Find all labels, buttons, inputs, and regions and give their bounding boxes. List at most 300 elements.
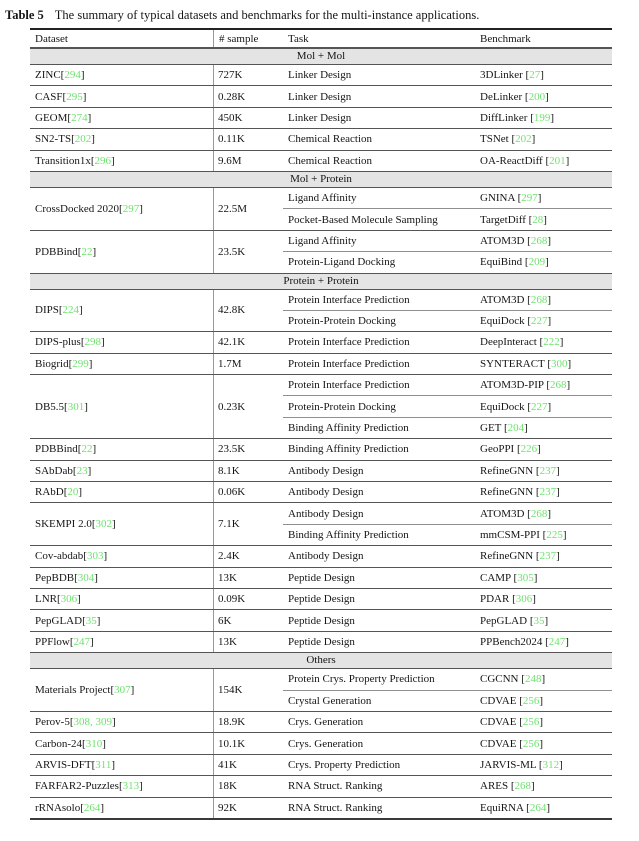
benchmark-cell xyxy=(475,358,612,370)
benchmark-name: GET xyxy=(480,422,504,435)
task-benchmark-group xyxy=(283,86,612,106)
bracket-open: [ xyxy=(524,90,529,103)
dataset-name: SAbDab xyxy=(35,464,73,477)
citation-link[interactable]: 303 xyxy=(86,550,104,563)
benchmark-cell xyxy=(475,443,612,455)
bracket-close: ] xyxy=(531,133,536,146)
sample-count-cell: 41K xyxy=(213,755,283,775)
bracket-close: ] xyxy=(566,379,571,392)
bracket-close: ] xyxy=(77,593,81,606)
task-cell: Protein-Ligand Docking xyxy=(288,256,396,269)
sample-count-cell: 9.6M xyxy=(213,151,283,171)
citation-link[interactable]: 248 xyxy=(524,673,542,686)
task-benchmark-row xyxy=(283,669,612,689)
task-cell: Crys. Property Prediction xyxy=(288,758,401,771)
task-cell: Antibody Design xyxy=(288,507,364,520)
table-row xyxy=(30,331,612,352)
benchmark-name: OA-ReactDiff xyxy=(480,154,546,167)
bracket-open: [ xyxy=(71,133,75,146)
dataset-cell xyxy=(30,231,213,273)
citation-link[interactable]: 256 xyxy=(522,737,540,750)
task-cell: Peptide Design xyxy=(288,571,355,584)
bracket-close: ] xyxy=(545,256,549,269)
bracket-close: ] xyxy=(533,571,538,584)
citation-link[interactable]: 224 xyxy=(62,304,80,317)
task-cell: Crystal Generation xyxy=(288,694,372,707)
bracket-close: ] xyxy=(82,90,87,103)
citation-link[interactable]: 310 xyxy=(85,737,103,750)
table-row xyxy=(30,128,612,149)
dataset-name: ZINC xyxy=(35,69,61,82)
citation-link[interactable]: 297 xyxy=(521,192,538,205)
bracket-close: ] xyxy=(540,69,544,82)
citation-link[interactable]: 256 xyxy=(522,694,540,707)
bracket-close: ] xyxy=(539,694,544,707)
dataset-cell xyxy=(30,568,213,588)
task-benchmark-group xyxy=(283,482,612,502)
bracket-open: [ xyxy=(535,550,540,563)
bracket-open: [ xyxy=(82,737,86,750)
citation-link[interactable]: 295 xyxy=(66,90,83,103)
task-cell: Linker Design xyxy=(288,69,352,82)
bracket-close: ] xyxy=(547,400,552,413)
sample-count-cell: 8.1K xyxy=(213,461,283,481)
citation-link[interactable]: 237 xyxy=(539,486,557,499)
task-benchmark-group xyxy=(283,354,612,374)
datasets-benchmarks-table xyxy=(30,28,612,820)
citation-link[interactable]: 301 xyxy=(67,400,85,413)
citation-link[interactable]: 202 xyxy=(515,133,532,146)
dataset-cell xyxy=(30,461,213,481)
task-cell: Protein Interface Prediction xyxy=(288,379,410,392)
task-benchmark-row xyxy=(283,375,612,395)
task-benchmark-group xyxy=(283,129,612,149)
sample-count-cell: 23.5K xyxy=(213,231,283,273)
bracket-close: ] xyxy=(88,357,93,370)
dataset-name: RAbD xyxy=(35,486,64,499)
task-benchmark-group xyxy=(283,290,612,332)
citation-link[interactable]: 247 xyxy=(73,635,91,648)
dataset-name: Cov-abdab xyxy=(35,550,84,563)
table-caption-label: Table 5 xyxy=(5,8,44,22)
task-benchmark-group xyxy=(283,375,612,438)
task-benchmark-row xyxy=(283,151,612,171)
task-cell: Peptide Design xyxy=(288,635,355,648)
task-benchmark-row xyxy=(283,546,612,566)
citation-link[interactable]: 306 xyxy=(515,593,533,606)
task-benchmark-row xyxy=(283,776,612,796)
benchmark-name: RefineGNN xyxy=(480,464,536,477)
dataset-name: Carbon-24 xyxy=(35,737,83,750)
table-row xyxy=(30,85,612,106)
table-body xyxy=(30,48,612,818)
citation-link[interactable]: 302 xyxy=(95,518,113,531)
bracket-open: [ xyxy=(69,716,74,729)
benchmark-cell xyxy=(475,486,612,498)
bracket-open: [ xyxy=(503,422,508,435)
table-row xyxy=(30,545,612,566)
bracket-close: ] xyxy=(559,758,563,771)
bracket-open: [ xyxy=(510,780,515,793)
section-header: Others xyxy=(30,652,612,668)
bracket-close: ] xyxy=(78,486,83,499)
task-benchmark-group xyxy=(283,461,612,481)
bracket-open: [ xyxy=(547,357,552,370)
benchmark-cell xyxy=(475,465,612,477)
bracket-open: [ xyxy=(546,379,550,392)
table-row xyxy=(30,754,612,775)
citation-link[interactable]: 306 xyxy=(60,593,78,606)
table-row xyxy=(30,775,612,796)
task-benchmark-row xyxy=(283,524,612,545)
task-benchmark-row xyxy=(283,482,612,502)
bracket-close: ] xyxy=(101,336,105,349)
bracket-close: ] xyxy=(92,245,97,258)
sample-count-cell: 2.4K xyxy=(213,546,283,566)
benchmark-cell xyxy=(475,192,612,204)
benchmark-cell xyxy=(475,593,612,605)
dataset-cell xyxy=(30,188,213,230)
bracket-close: ] xyxy=(139,780,143,793)
bracket-open: [ xyxy=(57,593,61,606)
citation-link[interactable]: 268 xyxy=(530,293,548,306)
task-benchmark-group xyxy=(283,332,612,352)
bracket-close: ] xyxy=(79,304,83,317)
bracket-open: [ xyxy=(527,293,531,306)
benchmark-cell xyxy=(475,550,612,562)
benchmark-name: TSNet xyxy=(480,133,512,146)
dataset-name: FARFAR2-Puzzles xyxy=(35,780,119,793)
task-cell: Crys. Generation xyxy=(288,737,364,750)
citation-link[interactable]: 313 xyxy=(122,780,140,793)
citation-link[interactable]: 227 xyxy=(531,315,548,328)
citation-link[interactable]: 209 xyxy=(528,256,546,269)
citation-link[interactable]: 268 xyxy=(530,507,548,520)
bracket-close: ] xyxy=(556,550,560,563)
dataset-cell xyxy=(30,129,213,149)
task-cell: Antibody Design xyxy=(288,550,364,563)
table-row xyxy=(30,374,612,438)
citation-link[interactable]: 23 xyxy=(76,464,88,477)
task-benchmark-row xyxy=(283,290,612,310)
citation-link[interactable]: 35 xyxy=(85,614,97,627)
citation-link[interactable]: 200 xyxy=(528,90,546,103)
citation-link[interactable]: 28 xyxy=(532,213,544,226)
bracket-close: ] xyxy=(87,464,92,477)
bracket-close: ] xyxy=(567,357,572,370)
citation-link[interactable]: 222 xyxy=(543,336,560,349)
bracket-close: ] xyxy=(103,550,108,563)
section-header: Mol + Mol xyxy=(30,48,612,64)
benchmark-cell xyxy=(475,91,612,103)
bracket-open: [ xyxy=(545,154,550,167)
citation-link[interactable]: 237 xyxy=(539,550,557,563)
citation-link[interactable]: 304 xyxy=(77,571,95,584)
table-caption-text: The summary of typical datasets and benchmarks for the multi-instance applications. xyxy=(54,8,480,22)
citation-link[interactable]: 307 xyxy=(114,684,131,697)
dataset-cell xyxy=(30,65,213,85)
bracket-close: ] xyxy=(90,635,94,648)
bracket-close: ] xyxy=(545,90,549,103)
bracket-open: [ xyxy=(527,507,531,520)
bracket-open: [ xyxy=(542,529,547,541)
benchmark-name: PDAR xyxy=(480,593,513,606)
table-row xyxy=(30,230,612,273)
bracket-open: [ xyxy=(60,69,65,82)
task-benchmark-row xyxy=(283,310,612,331)
bracket-open: [ xyxy=(110,684,115,697)
table-row xyxy=(30,631,612,652)
citation-link[interactable]: 27 xyxy=(529,69,541,82)
citation-link[interactable]: 264 xyxy=(529,801,547,814)
bracket-open: [ xyxy=(521,673,525,686)
dataset-cell xyxy=(30,669,213,711)
benchmark-name: GeoPPI xyxy=(480,443,517,456)
benchmark-name: RefineGNN xyxy=(480,550,536,563)
citation-link[interactable]: 35 xyxy=(533,614,545,627)
bracket-close: ] xyxy=(544,614,549,627)
task-cell: Binding Affinity Prediction xyxy=(288,529,409,541)
task-cell: Antibody Design xyxy=(288,464,364,477)
benchmark-cell xyxy=(475,133,612,145)
task-benchmark-row xyxy=(283,733,612,753)
benchmark-cell xyxy=(475,508,612,520)
dataset-name: PDBBind xyxy=(35,245,78,258)
benchmark-name: CGCNN xyxy=(480,673,522,686)
bracket-open: [ xyxy=(519,737,523,750)
task-cell: Crys. Generation xyxy=(288,716,364,729)
sample-count-cell: 13K xyxy=(213,632,283,652)
citation-link[interactable]: 204 xyxy=(507,422,525,435)
task-cell: Binding Affinity Prediction xyxy=(288,443,409,456)
dataset-cell xyxy=(30,546,213,566)
bracket-close: ] xyxy=(524,422,528,435)
citation-link[interactable]: 20 xyxy=(67,486,79,499)
task-benchmark-row xyxy=(283,188,612,208)
bracket-close: ] xyxy=(92,443,97,456)
task-benchmark-row xyxy=(283,354,612,374)
table-row xyxy=(30,460,612,481)
dataset-name: PepGLAD xyxy=(35,614,83,627)
bracket-close: ] xyxy=(559,336,564,349)
bracket-open: [ xyxy=(82,614,86,627)
benchmark-name: DeLinker xyxy=(480,90,525,103)
task-benchmark-group xyxy=(283,65,612,85)
task-cell: Peptide Design xyxy=(288,614,355,627)
benchmark-cell xyxy=(475,636,612,648)
dataset-name: PDBBind xyxy=(35,443,78,456)
benchmark-cell xyxy=(475,315,612,327)
bracket-open: [ xyxy=(80,801,84,814)
bracket-open: [ xyxy=(535,486,540,499)
bracket-open: [ xyxy=(511,133,516,146)
task-benchmark-row xyxy=(283,417,612,438)
bracket-open: [ xyxy=(67,111,72,124)
task-benchmark-group xyxy=(283,712,612,732)
benchmark-name: TargetDiff xyxy=(480,213,529,226)
citation-link[interactable]: 226 xyxy=(520,443,538,456)
table-caption xyxy=(0,0,639,28)
bracket-open: [ xyxy=(80,336,85,349)
benchmark-cell xyxy=(475,422,612,434)
benchmark-name: CDVAE xyxy=(480,694,520,707)
benchmark-name: ATOM3D-PIP xyxy=(480,379,547,392)
bracket-close: ] xyxy=(539,737,544,750)
table-row xyxy=(30,588,612,609)
bracket-open: [ xyxy=(524,256,529,269)
citation-link[interactable]: 274 xyxy=(71,111,88,124)
citation-link[interactable]: 247 xyxy=(548,635,566,648)
citation-link[interactable]: 311 xyxy=(95,758,112,771)
bracket-open: [ xyxy=(68,357,73,370)
task-cell: Protein Crys. Property Prediction xyxy=(288,673,435,686)
citation-link[interactable]: 201 xyxy=(549,154,566,167)
citation-link[interactable]: 294 xyxy=(64,69,81,82)
dataset-cell xyxy=(30,503,213,545)
bracket-open: [ xyxy=(119,202,123,215)
citation-link[interactable]: 296 xyxy=(94,154,111,167)
sample-count-cell: 154K xyxy=(213,669,283,711)
sample-count-cell: 1.7M xyxy=(213,354,283,374)
sample-count-cell: 23.5K xyxy=(213,439,283,459)
sample-count-cell: 18.9K xyxy=(213,712,283,732)
citation-link[interactable]: 225 xyxy=(546,529,563,541)
sample-count-cell: 42.1K xyxy=(213,332,283,352)
column-header-sample: # sample xyxy=(213,30,283,47)
dataset-cell xyxy=(30,632,213,652)
bracket-open: [ xyxy=(525,69,530,82)
task-cell: Protein-Protein Docking xyxy=(288,400,396,413)
benchmark-cell xyxy=(475,294,612,306)
dataset-cell xyxy=(30,755,213,775)
dataset-name: DIPS xyxy=(35,304,59,317)
bracket-open: [ xyxy=(538,758,543,771)
benchmark-name: CAMP xyxy=(480,571,514,584)
sample-count-cell: 450K xyxy=(213,108,283,128)
citation-link[interactable]: 22 xyxy=(81,443,93,456)
benchmark-cell xyxy=(475,155,612,167)
dataset-name: ARVIS-DFT xyxy=(35,758,92,771)
task-benchmark-row xyxy=(283,65,612,85)
citation-link[interactable]: 22 xyxy=(81,245,93,258)
bracket-open: [ xyxy=(519,694,523,707)
dataset-cell xyxy=(30,589,213,609)
task-benchmark-group xyxy=(283,151,612,171)
bracket-open: [ xyxy=(62,90,67,103)
benchmark-cell xyxy=(475,738,612,750)
citation-link[interactable]: 256 xyxy=(522,716,540,729)
bracket-close: ] xyxy=(537,192,542,205)
citation-link[interactable]: 299 xyxy=(72,357,89,370)
bracket-close: ] xyxy=(96,614,101,627)
task-benchmark-row xyxy=(283,755,612,775)
task-benchmark-group xyxy=(283,503,612,545)
dataset-name: Perov-5 xyxy=(35,716,70,729)
bracket-open: [ xyxy=(517,192,522,205)
bracket-close: ] xyxy=(111,154,115,167)
bracket-open: [ xyxy=(539,336,544,349)
bracket-open: [ xyxy=(72,464,77,477)
benchmark-cell xyxy=(475,615,612,627)
dataset-name: DB5.5 xyxy=(35,400,65,413)
task-cell: Protein-Protein Docking xyxy=(288,315,396,328)
task-benchmark-row xyxy=(283,395,612,416)
task-cell: Peptide Design xyxy=(288,593,355,606)
citation-link[interactable]: 227 xyxy=(531,400,548,413)
benchmark-name: PPBench2024 xyxy=(480,635,546,648)
task-benchmark-row xyxy=(283,690,612,711)
task-cell: Protein Interface Prediction xyxy=(288,357,410,370)
dataset-cell xyxy=(30,86,213,106)
task-benchmark-group xyxy=(283,733,612,753)
citation-link[interactable]: 268 xyxy=(530,234,548,247)
dataset-name: rRNAsolo xyxy=(35,801,81,814)
dataset-cell xyxy=(30,610,213,630)
task-benchmark-group xyxy=(283,755,612,775)
table-row xyxy=(30,732,612,753)
benchmark-name: JARVIS-ML xyxy=(480,758,539,771)
dataset-cell xyxy=(30,733,213,753)
table-row xyxy=(30,353,612,374)
citation-link[interactable]: 300 xyxy=(551,357,568,370)
task-benchmark-group xyxy=(283,568,612,588)
citation-link[interactable]: 268 xyxy=(514,780,532,793)
table-row xyxy=(30,107,612,128)
task-cell: Linker Design xyxy=(288,90,352,103)
benchmark-name: EquiBind xyxy=(480,256,525,269)
benchmark-cell xyxy=(475,673,612,685)
citation-link[interactable]: 297 xyxy=(122,202,140,215)
bracket-open: [ xyxy=(64,400,68,413)
dataset-cell xyxy=(30,151,213,171)
citation-link[interactable]: 268 xyxy=(550,379,567,392)
bracket-close: ] xyxy=(565,635,569,648)
dataset-cell xyxy=(30,439,213,459)
benchmark-name: RefineGNN xyxy=(480,486,536,499)
citation-link[interactable]: 308, 309 xyxy=(73,716,112,729)
bracket-close: ] xyxy=(80,69,85,82)
task-benchmark-row xyxy=(283,568,612,588)
task-cell: Ligand Affinity xyxy=(288,192,357,205)
benchmark-cell xyxy=(475,235,612,247)
bracket-close: ] xyxy=(547,507,552,520)
bracket-open: [ xyxy=(513,571,518,584)
citation-link[interactable]: 202 xyxy=(74,133,92,146)
task-benchmark-row xyxy=(283,108,612,128)
citation-link[interactable]: 237 xyxy=(539,464,557,477)
benchmark-name: PepGLAD xyxy=(480,614,530,627)
citation-link[interactable]: 312 xyxy=(542,758,560,771)
bracket-open: [ xyxy=(527,234,531,247)
task-benchmark-row xyxy=(283,798,612,818)
bracket-open: [ xyxy=(516,443,521,456)
task-benchmark-row xyxy=(283,461,612,481)
bracket-close: ] xyxy=(556,486,560,499)
task-cell: RNA Struct. Ranking xyxy=(288,801,383,814)
dataset-name: SKEMPI 2.0 xyxy=(35,518,92,531)
citation-link[interactable]: 298 xyxy=(84,336,102,349)
citation-link[interactable]: 305 xyxy=(517,571,534,584)
bracket-close: ] xyxy=(531,780,535,793)
bracket-open: [ xyxy=(526,801,530,814)
benchmark-name: mmCSM-PPI xyxy=(480,529,543,541)
dataset-cell xyxy=(30,108,213,128)
citation-link[interactable]: 264 xyxy=(83,801,101,814)
benchmark-cell xyxy=(475,695,612,707)
task-cell: Chemical Reaction xyxy=(288,133,372,146)
citation-link[interactable]: 199 xyxy=(533,111,551,124)
task-benchmark-row xyxy=(283,439,612,459)
